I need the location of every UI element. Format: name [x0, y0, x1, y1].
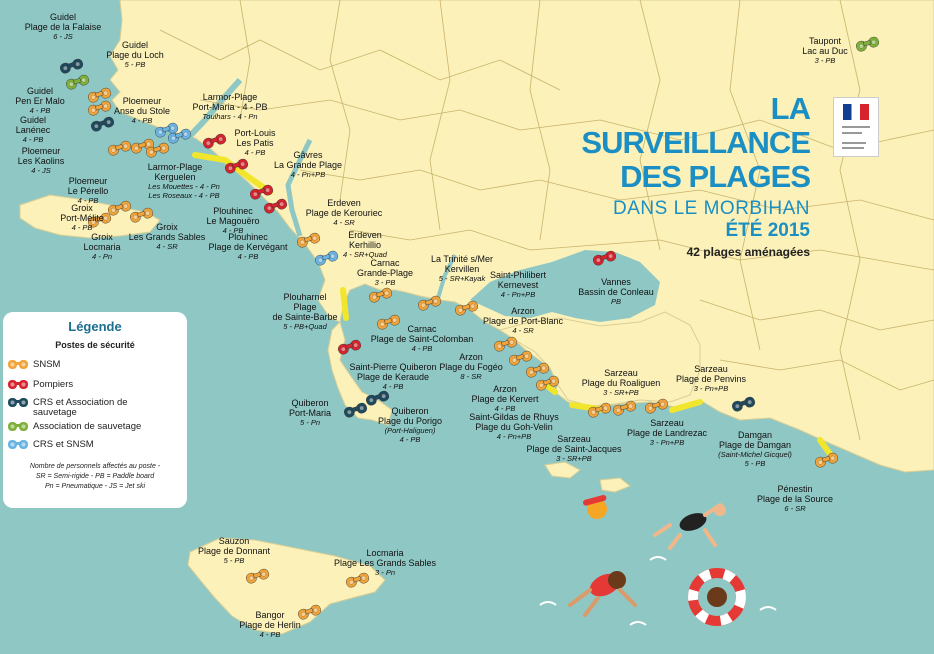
beach-label: Groix Les Grands Sables 4 - SR [128, 222, 206, 251]
beach-label: Larmor-Plage Port-Maria - 4 - PB Toulhars - 4 - Pn [192, 92, 268, 121]
beach-label: Sauzon Plage de Donnant 5 - PB [197, 536, 271, 565]
binoculars-navy-icon [7, 396, 29, 408]
title-line-3: DANS LE MORBIHAN [613, 198, 810, 219]
beach-label: Ploemeur Les Kaolins 4 - JS [17, 146, 65, 175]
legend-item-crs-snsm: CRS et SNSM [33, 440, 94, 450]
beach-label: Sarzeau Plage de Saint-Jacques 3 - SR+PB [526, 434, 622, 463]
beach-label: Vannes Bassin de Conleau PB [578, 277, 654, 306]
title-line-1: LA SURVEILLANCE [581, 91, 810, 160]
legend-title: Légende [68, 319, 122, 334]
binoculars-red-icon [7, 378, 29, 390]
beach-label: Locmaria Plage Les Grands Sables 3 - Pn [333, 548, 437, 577]
beach-label: Damgan Plage de Damgan (Saint-Michel Gicquel) 5 - PB [718, 430, 792, 468]
beach-label: Guidel Lanénec 4 - PB [15, 115, 51, 144]
beach-label: Quiberon Port-Maria 5 - Pn [288, 398, 331, 427]
beach-label: Larmor-Plage Kerguelen [147, 162, 203, 182]
legend-item-crs-association: CRS et Association de sauvetage [33, 398, 173, 418]
title-line-2: DES PLAGES [620, 159, 810, 194]
title-block [540, 92, 810, 259]
beach-label: Ploemeur Anse du Stole 4 - PB [113, 96, 171, 125]
binoculars-orange-icon [7, 358, 29, 370]
beach-label: Erdeven Plage de Kerouriec 4 - SR [305, 198, 383, 227]
beach-label: Carnac Grande-Plage 3 - PB [356, 258, 414, 287]
beach-label: Ploemeur Le Pérello 4 - PB [67, 176, 109, 205]
beach-label: Guidel Pen Er Malo 4 - PB [15, 86, 65, 115]
beach-label: Taupont Lac au Duc 3 - PB [802, 36, 848, 65]
beach-label: Arzon Plage de Port-Blanc 4 - SR [482, 306, 564, 335]
beach-label: Groix Locmaria 4 - Pn [83, 232, 121, 261]
title-line-4: ÉTÉ 2015 [725, 220, 810, 241]
beach-label: Quiberon Plage du Porigo (Port-Haliguen) 4 - PB [377, 406, 443, 444]
beach-label: Port-Louis Les Patis 4 - PB [234, 128, 276, 157]
beach-label: Sarzeau Plage du Roaliguen 3 - SR+PB [581, 368, 661, 397]
beach-label: Gâvres La Grande Plage 4 - Pn+PB [273, 150, 343, 179]
legend-subtitle: Postes de sécurité [55, 340, 135, 350]
beach-label: Saint-Gildas de Rhuys Plage du Goh-Velin 4 - Pn+PB [469, 412, 559, 441]
beach-label: Les Mouettes - 4 - Pn Les Roseaux - 4 - PB [148, 182, 220, 200]
beach-label: Bangor Plage de Herlin 4 - PB [239, 610, 301, 639]
beach-label: Pénestin Plage de la Source 6 - SR [756, 484, 834, 513]
french-flag-icon [843, 104, 869, 120]
beach-label: Plouharnel Plage de Sainte-Barbe 5 - PB+Quad [272, 292, 338, 331]
title-line-5: 42 plages aménagées [686, 245, 810, 259]
beach-label: La Trinité s/Mer Kervillen 5 - SR+Kayak [430, 254, 494, 283]
prefecture-logo [833, 97, 879, 157]
legend-item-snsm: SNSM [33, 360, 60, 370]
binoculars-green-icon [7, 420, 29, 432]
legend [3, 312, 187, 508]
beach-label: Sarzeau Plage de Penvins 3 - Pn+PB [675, 364, 747, 393]
beach-label: Sarzeau Plage de Landrezac 3 - Pn+PB [626, 418, 708, 447]
beach-label: Carnac Plage de Saint-Colomban 4 - PB [370, 324, 474, 353]
beach-label: Erdeven Kerhillio 4 - SR+Quad [343, 230, 387, 259]
beach-label: Saint-Philibert Kernevest 4 - Pn+PB [489, 270, 547, 299]
beach-label: Plouhinec Plage de Kervégant 4 - PB [208, 232, 288, 261]
binoculars-blue-icon [7, 438, 29, 450]
beach-label: Saint-Pierre Quiberon Plage de Keraude 4 - PB [349, 362, 437, 391]
beach-label: Arzon Plage de Kervert 4 - PB [471, 384, 539, 413]
beach-label: Guidel Plage de la Falaise 6 - JS [24, 12, 102, 41]
beach-label: Plouhinec Le Magouëro 4 - PB [206, 206, 260, 235]
legend-note: Nombre de personnels affectés au poste - SR = Semi-rigide - PB = Paddle board Pn = Pneumatique - JS = Jet ski [29, 463, 161, 490]
beach-label: Guidel Plage du Loch 5 - PB [106, 40, 164, 69]
legend-item-association: Association de sauvetage [33, 422, 141, 432]
beach-label: Arzon Plage du Fogéo 8 - SR [439, 352, 503, 381]
beach-label: Groix Port-Mélite 4 - PB [60, 203, 104, 232]
legend-item-pompiers: Pompiers [33, 380, 73, 390]
